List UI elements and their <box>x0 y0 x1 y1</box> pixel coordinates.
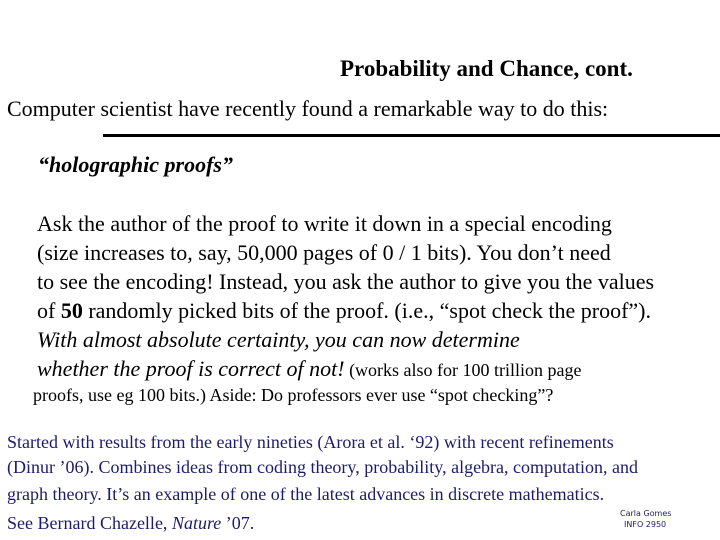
paragraph-line-5: With almost absolute certainty, you can now determine <box>37 327 520 352</box>
ref-pre: See Bernard Chazelle, <box>7 513 172 533</box>
paragraph-line-6 <box>37 356 582 382</box>
intro-text: Computer scientist have recently found a remarkable way to do this: <box>7 96 609 121</box>
line4-pre: of <box>37 298 61 323</box>
paragraph-line-2: (size increases to, say, 50,000 pages of 0 / 1 bits). You don’t need <box>37 240 611 265</box>
line6-small: (works also for 100 trillion page <box>344 360 582 380</box>
bottom-line-2: (Dinur ’06). Combines ideas from coding theory, probability, algebra, computation, and <box>7 457 639 477</box>
divider-line <box>103 134 720 137</box>
line4-bold-number: 50 <box>60 298 83 323</box>
paragraph-line-1: Ask the author of the proof to write it down in a special encoding <box>37 211 612 236</box>
ref-journal: Nature <box>171 513 222 533</box>
ref-post: ’07. <box>221 513 255 533</box>
reference-line <box>7 513 254 534</box>
holographic-proofs-term: “holographic proofs” <box>38 152 233 177</box>
paragraph-line-3: to see the encoding! Instead, you ask the author to give you the values <box>37 269 655 294</box>
line4-post: randomly picked bits of the proof. (i.e., “spot check the proof”). <box>82 298 651 323</box>
footer-author: Carla Gomes <box>620 509 672 518</box>
paragraph-line-4 <box>37 298 651 324</box>
line6-italic: whether the proof is correct of not! <box>37 356 345 381</box>
slide-title: Probability and Chance, cont. <box>340 56 633 81</box>
paragraph-line-7: proofs, use eg 100 bits.) Aside: Do professors ever use “spot checking”? <box>33 385 554 405</box>
footer-course: INFO 2950 <box>624 520 667 529</box>
bottom-line-3: graph theory. It’s an example of one of the latest advances in discrete mathematics. <box>7 484 605 504</box>
bottom-line-1: Started with results from the early nineties (Arora et al. ‘92) with recent refinements <box>7 432 614 452</box>
